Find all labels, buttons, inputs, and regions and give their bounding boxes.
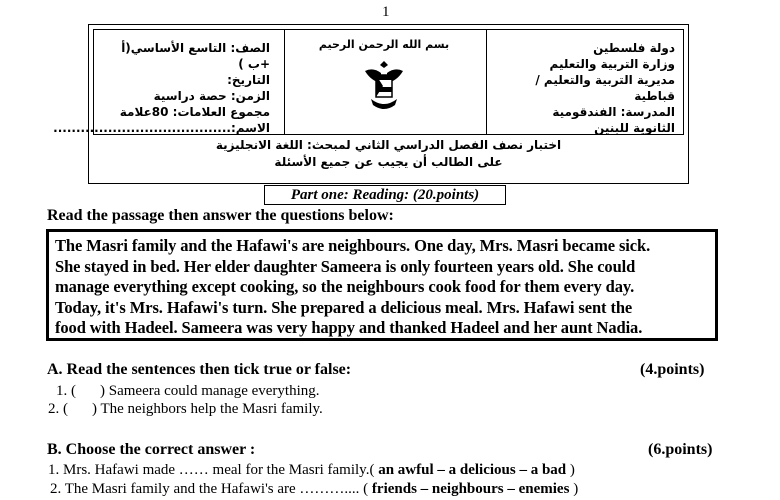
passage-line: Today, it's Mrs. Hafawi's turn. She prepared a delicious meal. Mrs. Hafawi sent the: [55, 297, 633, 317]
time-line: الزمن: حصة دراسية: [153, 89, 270, 103]
basmala: بسم الله الرحمن الرحيم: [318, 38, 450, 51]
answer-options: an awful – a delicious – a bad: [378, 462, 567, 478]
directorate-line: مديرية التربية والتعليم / قباطية: [535, 73, 675, 103]
exam-title: اختبار نصف الفصل الدراسي الثاني لمبحث: اللغة الانجليزية: [215, 138, 562, 152]
school-line: المدرسة: الفندقومية الثانوية للبنين: [552, 105, 675, 135]
page-number: 1: [382, 4, 390, 20]
column-divider: [486, 30, 487, 134]
part-title: Part one: Reading: (20.points): [264, 185, 506, 205]
answer-options: friends – neighbours – enemies: [371, 481, 570, 497]
student-name-line: الاسم:.......................................: [53, 121, 270, 135]
ministry-info: [515, 40, 675, 136]
reading-passage: [46, 229, 718, 341]
true-false-item: 2. ( ) The neighbors help the Masri family.: [48, 401, 323, 417]
total-marks-line: مجموع العلامات: 80علامة: [119, 105, 270, 119]
statement-text: The neighbors help the Masri family.: [100, 401, 323, 417]
section-b-points: (6.points): [648, 441, 713, 458]
header-info-table: [53, 29, 684, 135]
true-false-item: 1. ( ) Sameera could manage everything.: [56, 383, 320, 399]
emblem-column: [304, 38, 464, 118]
passage-line: manage everything except cooking, so the neighbours cook food for them every day.: [55, 277, 635, 296]
statement-text: Sameera could manage everything.: [108, 383, 320, 399]
multiple-choice-item: 1. Mrs. Hafawi made …… meal for the Masri family.( an awful – a delicious – a bad ): [48, 462, 575, 478]
exam-title-block: [89, 137, 688, 171]
exam-header: [53, 24, 689, 184]
passage-line: The Masri family and the Hafawi's are neighbours. One day, Mrs. Masri became sick.: [55, 236, 651, 255]
country-line: دولة فلسطين: [593, 41, 675, 55]
ministry-line: وزارة التربية والتعليم: [549, 57, 675, 71]
exam-info: [53, 40, 270, 136]
section-a-points: (4.points): [640, 361, 705, 378]
exam-note: على الطالب أن يجيب عن جميع الأسئلة: [274, 155, 503, 169]
column-divider: [284, 30, 285, 134]
section-b-title: B. Choose the correct answer :: [47, 441, 256, 458]
eagle-emblem-icon: [361, 57, 407, 115]
reading-instruction: Read the passage then answer the questions below:: [47, 207, 394, 224]
passage-line: food with Hadeel. Sameera was very happy and thanked Hadeel and her aunt Nadia.: [55, 318, 643, 337]
class-line: الصف: التاسع الأساسي(أ +ب ): [121, 41, 270, 71]
section-a-title: A. Read the sentences then tick true or false:: [47, 361, 352, 378]
date-line: التاريخ:: [227, 73, 270, 87]
multiple-choice-item: 2. The Masri family and the Hafawi's are ……….... ( friends – neighbours – enemies ): [50, 481, 579, 497]
passage-line: She stayed in bed. Her elder daughter Sameera is only fourteen years old. She could: [55, 256, 636, 276]
